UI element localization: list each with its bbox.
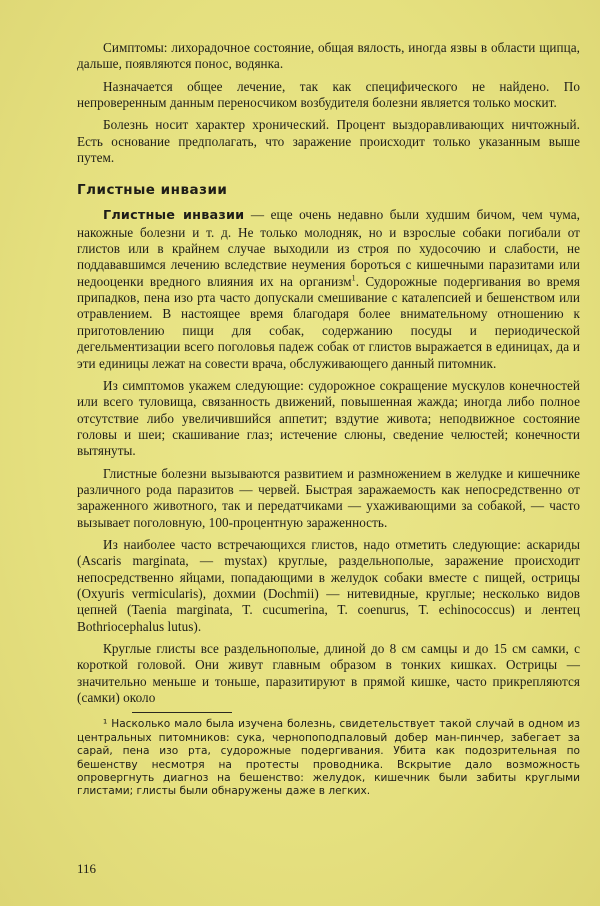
paragraph-roundworms: Круглые глисты все раздельнополые, длиной до 8 см самцы и до 15 см самки, с короткой головой. Они живут главным образом в тонких кишках. Острицы — значительно меньше и тоньше, паразитируют в прямой кишке, часто прикрепляются (самки) около [77, 641, 580, 706]
paragraph-chronic: Болезнь носит характер хронический. Процент выздоравливающих ничтожный. Есть основание предполагать, что заражение происходит только указанным выше путем. [77, 117, 580, 166]
footnote: ¹ Насколько мало была изучена болезнь, свидетельствует такой случай в одном из центральных питомников: сука, чернопоподпаловый добер ман-пинчер, забегает за сарай, пена изо рта, судорожные подергивания. Убита как подозрительная по бешенству несмотря на протесты проводника. Вскрытие дало возможность опровергнуть диагноз на бешенство: желудок, кишечник были забиты круглыми глистами; глисты были обнаружены даже в легких. [77, 718, 580, 798]
paragraph-causes: Глистные болезни вызываются развитием и размножением в желудке и кишечнике различного рода паразитов — червей. Быстрая заражаемость как непосредственно от зараженного животного, так и передатчиками — ухаживающими за собакой, — часто вызывает поголовную, 100-процентную зараженность. [77, 465, 580, 530]
paragraph-intro [77, 207, 580, 371]
intro-text-continued: . Судорожные подергивания во время припадков, пена изо рта часто допускали смешивание с каталепсией и бешенством или отравлением. В настоящее время благодаря более внимательному отношению к приготовлению пищи для собак, содержанию посуды и периодической дегельментизации всего поголовья падеж собак от глистов выражается в единицах, да и эти единицы лежат на совести врача, обслуживающего данный питомник. [77, 273, 580, 371]
intro-lead-term: Глистные инвазии [103, 208, 245, 224]
paragraph-worm-types: Из наиболее часто встречающихся глистов, надо отметить следующие: аскариды (Ascaris marginata, — mystax) круглые, раздельнополые, заражение происходит непосредственно яйцами, попадающими в желудок собаки вместе с пищей, острицы (Oxyuris vermicularis), дохмии (Dochmii) — нитевидные, круглые; несколько видов цепней (Taenia marginata, T. cucumerina, T. coenurus, T. echinococcus) и лентец Bothriocephalus lutus). [77, 536, 580, 634]
paragraph-treatment: Назначается общее лечение, так как специфического не найдено. По непроверенным данным переносчиком возбудителя болезни является только москит. [77, 78, 580, 111]
paragraph-symptoms-list: Из симптомов укажем следующие: судорожное сокращение мускулов конечностей или всего туловища, связанность движений, повышенная жажда; иногда либо полное отсутствие либо увеличившийся аппетит; вздутие живота; неподвижное состояние головы и шеи; скашивание глаз; истечение слюны, сведение челюстей; конечности вытянуты. [77, 377, 580, 459]
footnote-divider [132, 712, 232, 713]
section-heading: Глистные инвазии [77, 182, 228, 199]
paragraph-symptoms: Симптомы: лихорадочное состояние, общая вялость, иногда язвы в области щипца, дальше, появляются понос, водянка. [77, 40, 580, 72]
footnote-reference: 1 [351, 273, 356, 283]
page-number: 116 [77, 861, 97, 876]
intro-text: — еще очень недавно были худшим бичом, чем чума, накожные болезни и т. д. Не только молодняк, но и взрослые собаки погибали от глистов или в крайнем случае выходили из строя по худосочию и слабости, не поддававшимся лечению вследствие неумения бороться с кишечными паразитами или недооценки вредного влияния их на организм [77, 207, 580, 289]
page-content [77, 40, 580, 799]
